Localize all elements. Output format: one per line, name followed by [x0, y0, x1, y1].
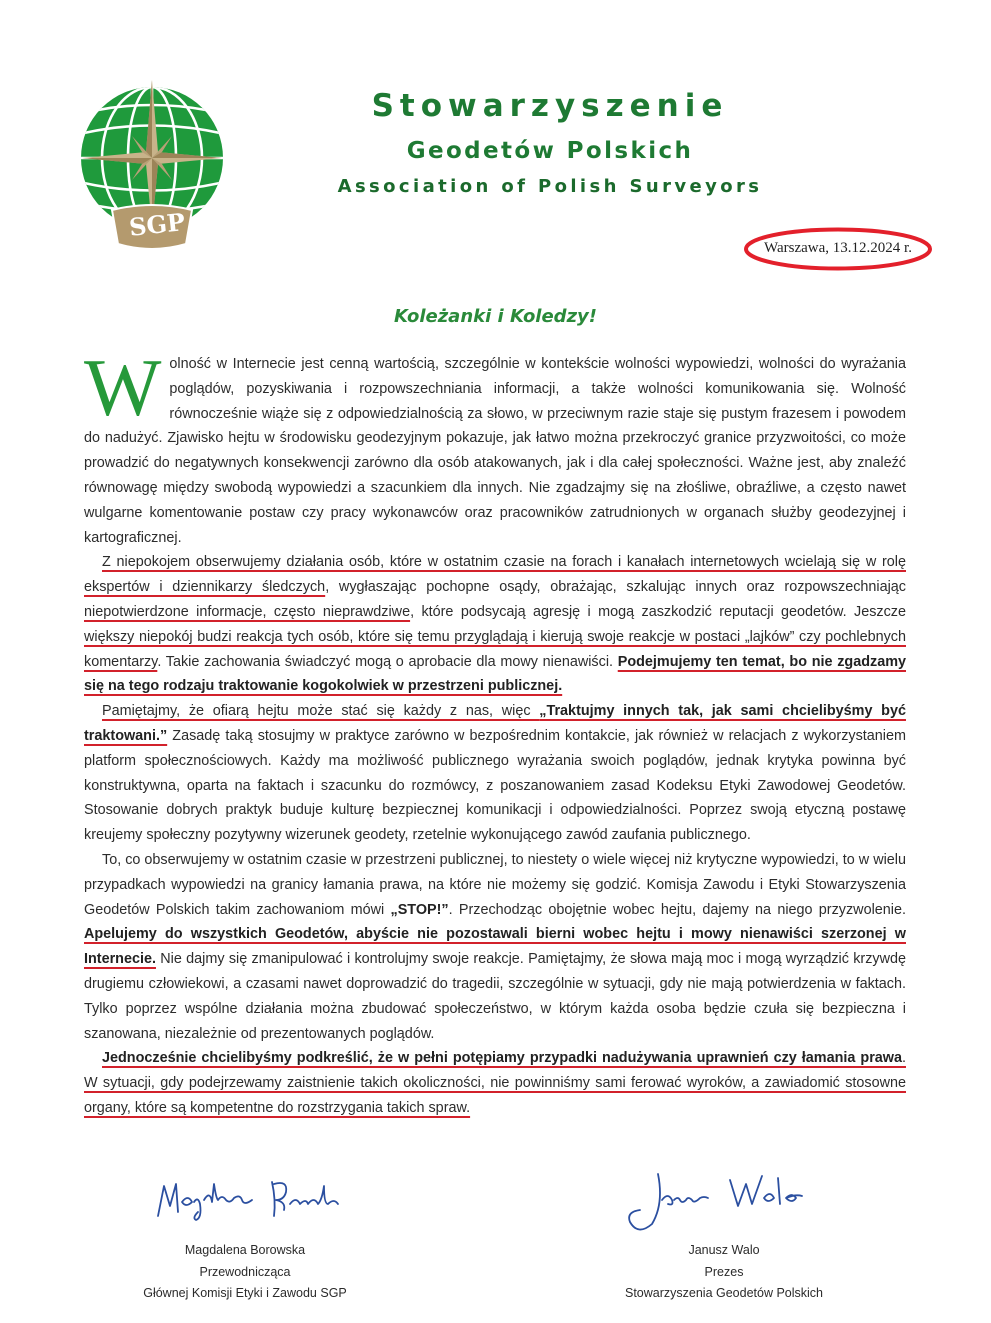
- salutation: Koleżanki i Koledzy!: [393, 306, 597, 327]
- signature-borowska: [150, 1172, 350, 1228]
- highlighted-text: Pamiętajmy, że ofiarą hejtu może stać się każdy z nas, więc: [102, 703, 540, 720]
- body-text: . Przechodząc obojętnie wobec hejtu, dajemy na niego przyzwolenie.: [448, 901, 906, 918]
- paragraph-3: [84, 699, 906, 848]
- body-text: , wygłaszając pochopne osądy, obrażając, szkalując innych oraz rozpowszechniając: [325, 579, 907, 596]
- org-name-polish-line2: Geodetów Polskich: [406, 138, 694, 164]
- signer-left: [95, 1240, 395, 1305]
- org-name-polish-line1: Stowarzyszenie: [371, 88, 729, 124]
- signer-left-name: Magdalena Borowska: [184, 1243, 306, 1257]
- signer-right: [574, 1240, 874, 1305]
- org-name-english: Association of Polish Surveyors: [337, 176, 763, 197]
- signer-right-role: Prezes: [704, 1264, 744, 1279]
- bold-text: „STOP!”: [390, 901, 449, 918]
- highlighted-text: niepotwierdzone informacje, często nieprawdziwe: [84, 603, 411, 620]
- bold-highlighted-text: „Traktujmy innych tak, jak sami chcielibyśmy być traktowani.”: [84, 703, 906, 744]
- body-text: Nie dajmy się zmanipulować i kontrolujmy swoje reakcje. Pamiętajmy, że słowa mają moc i mogą wyrządzić krzywdę drugiemu człowiekowi, a czasami nawet doprowadzić do tragedii, szczególnie w sytuacji, gdy nie mają potwierdzenia w faktach. Tylko poprzez wspólne działania można zbudować społeczeństwo, w którym każda osoba będzie czuła się bezpieczna i szanowana, niezależnie od prezentowanych poglądów.: [84, 951, 906, 1042]
- paragraph-5: [84, 1046, 906, 1120]
- logo-text: SGP: [127, 207, 187, 242]
- bold-highlighted-text: Jednocześnie chcielibyśmy podkreślić, że w pełni potępiamy przypadki nadużywania uprawnień czy łamania prawa: [102, 1050, 902, 1067]
- bold-highlighted-text: Apelujemy do wszystkich Geodetów, abyście nie pozostawali bierni wobec hejtu i mowy nienawiści szerzonej w Internecie.: [84, 926, 906, 968]
- place-date: Warszawa, 13.12.2024 r.: [764, 240, 912, 256]
- letter-body: [84, 342, 907, 1121]
- body-text: To, co obserwujemy w ostatnim czasie w przestrzeni publicznej, to niestety o wiele więcej niż krytyczne wypowiedzi, to w wielu przypadkach wypowiedzi na granicy łamania prawa, na które nie możemy się godzić. Komisja Zawodu i Etyki Stowarzyszenia Geodetów Polskich takim zachowaniom mówi: [84, 851, 906, 918]
- highlighted-text: . W sytuacji, gdy podejrzewamy zaistnienie takich okoliczności, nie powinniśmy sami ferować wyroków, a zawiadomić stosowne organy, które są kompetentne do rozstrzygania takich spraw.: [84, 1050, 906, 1116]
- paragraph-4: [84, 848, 906, 1046]
- body-text: Zasadę taką stosujmy w praktyce zarówno w bezpośrednim kontakcie, jak również w relacjach z wykorzystaniem platform społecznościowych. Każdy ma możliwość publicznego wyrażania swoich poglądów, jednak krytyka powinna być konstruktywna, oparta na faktach i szacunku do rozmówcy, z poszanowaniem zasad Kodeksu Etyki Zawodowej Geodetów. Stosowanie dobrych praktyk buduje kulturę bezpiecznej komunikacji i odpowiedzialności. Poprzez swoją etyczną postawę kreujemy społeczny pozytywny wizerunek geodety, rzetelnie wykonującego zawód zaufania publicznego.: [84, 727, 906, 844]
- signer-right-org: Stowarzyszenia Geodetów Polskich: [624, 1286, 823, 1300]
- body-text: , które podsycają agresję i mogą zaszkodzić reputacji geodetów. Jeszcze: [410, 603, 906, 620]
- drop-cap: W: [84, 342, 162, 433]
- highlighted-text: większy niepokój budzi reakcja tych osób, które się temu przyglądają i kierują swoje reakcje w postaci „lajków” czy pochlebnych komentarzy: [84, 628, 906, 670]
- highlighted-text: Z niepokojem obserwujemy działania osób, które w ostatnim czasie na forach i kanałach internetowych wcielają się w rolę ekspertów i dziennikarzy śledczych: [84, 554, 906, 596]
- paragraph-2: [84, 550, 906, 699]
- bold-highlighted-text: Podejmujemy ten temat, bo nie zgadzamy się na tego rodzaju traktowanie kogokolwiek w przestrzeni publicznej.: [84, 653, 906, 695]
- signer-left-org: Głównej Komisji Etyki i Zawodu SGP: [143, 1286, 347, 1300]
- paragraph-1-text: olność w Internecie jest cenną wartością, szczególnie w kontekście wolności wypowiedzi, wolności do wyrażania poglądów, pozyskiwania i rozpowszechniania informacji, a także wolności komunikowania się. Wolność równocześnie wiąże się z odpowiedzialnością za słowo, w przeciwnym razie staje się pustym frazesem i powodem do nadużyć. Zjawisko hejtu w środowisku geodezyjnym pokazuje, jak łatwo można przekroczyć granice przyzwoitości, co może prowadzić do negatywnych konsekwencji zarówno dla osób atakowanych, jak i dla całej społeczności. Ważne jest, aby znaleźć równowagę między swobodą wypowiedzi a szacunkiem dla innych. Nie zgadzajmy się na złośliwe, obraźliwe, a często nawet wulgarne komentowanie postaw czy pracy wykonawców oraz pracowników zatrudnionych w organach służby geodezyjnej i kartograficznej.: [84, 356, 906, 546]
- body-text: . Takie zachowania świadczyć mogą o aprobacie dla mowy nienawiści.: [157, 653, 618, 670]
- paragraph-1: [84, 342, 906, 550]
- signature-walo: [618, 1166, 828, 1238]
- place-date-box: [742, 226, 934, 272]
- signer-right-name: Janusz Walo: [688, 1243, 760, 1257]
- signer-left-role: Przewodnicząca: [199, 1264, 291, 1279]
